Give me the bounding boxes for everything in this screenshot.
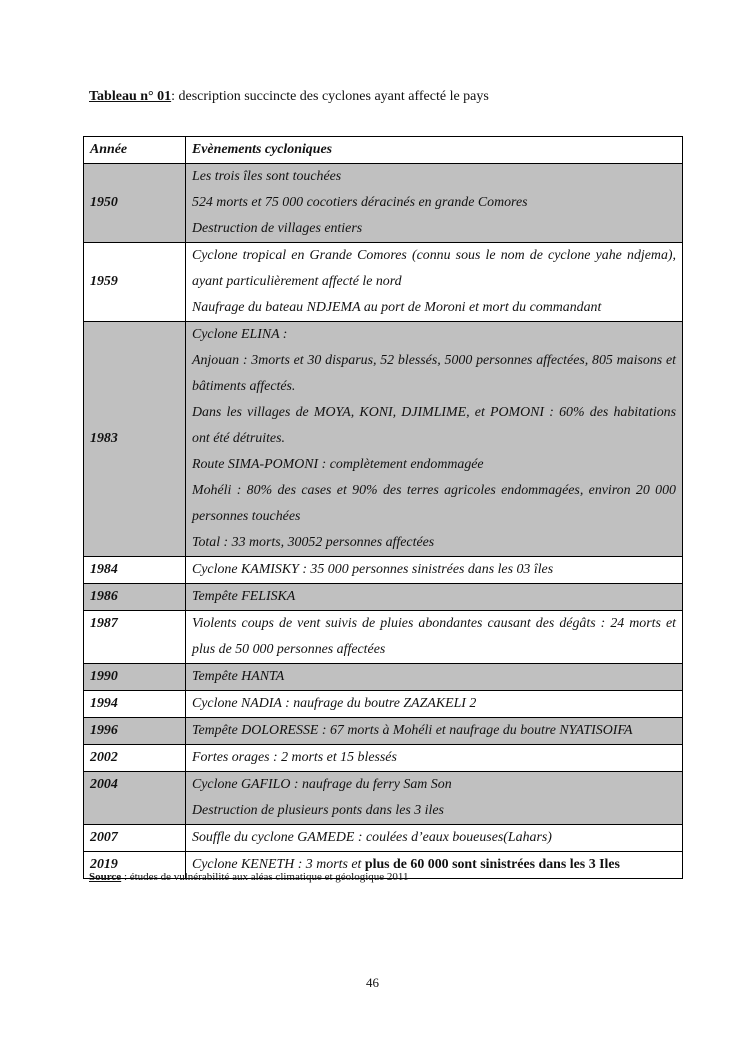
events-cell [186, 772, 683, 825]
page-number: 46 [366, 975, 379, 990]
event-line: Mohéli : 80% des cases et 90% des terres agricoles endommagées, environ 20 000 personnes touchées [192, 483, 676, 524]
event-line: Naufrage du bateau NDJEMA au port de Moroni et mort du commandant [192, 300, 602, 315]
year-cell: 1986 [84, 584, 186, 611]
table-row [84, 745, 683, 772]
source-note [89, 871, 409, 883]
event-line: Tempête HANTA [192, 669, 285, 684]
event-line: Cyclone tropical en Grande Comores (connu sous le nom de cyclone yahe ndjema), ayant particulièrement affecté le nord [192, 248, 676, 289]
events-cell [186, 557, 683, 584]
year-cell: 2002 [84, 745, 186, 772]
events-cell [186, 825, 683, 852]
event-line: Cyclone ELINA : [192, 327, 288, 342]
year-cell: 1996 [84, 718, 186, 745]
caption-label: Tableau n° 01 [89, 89, 172, 104]
event-line-bold: plus de 60 000 sont sinistrées dans les 3 Iles [364, 857, 620, 872]
event-line: Total : 33 morts, 30052 personnes affectées [192, 535, 435, 550]
event-line: Cyclone GAFILO : naufrage du ferry Sam Son [192, 777, 452, 792]
event-line: 524 morts et 75 000 cocotiers déracinés en grande Comores [192, 195, 528, 210]
year-cell: 2019 [84, 852, 186, 879]
event-line: Les trois îles sont touchées [192, 169, 342, 184]
caption-text: : description succincte des cyclones ayant affecté le pays [171, 89, 489, 104]
event-line: Route SIMA-POMONI : complètement endommagée [192, 457, 484, 472]
year-cell: 1983 [84, 322, 186, 557]
table-row [84, 164, 683, 243]
table-row [84, 664, 683, 691]
events-cell [186, 691, 683, 718]
table-row [84, 322, 683, 557]
event-line: Destruction de plusieurs ponts dans les 3 iles [192, 803, 444, 818]
table-row [84, 718, 683, 745]
year-cell: 1984 [84, 557, 186, 584]
event-line: Tempête DOLORESSE : 67 morts à Mohéli et naufrage du boutre NYATISOIFA [192, 723, 633, 738]
table-header-row [84, 137, 683, 164]
events-cell [186, 745, 683, 772]
source-label: Source [89, 871, 122, 883]
events-cell [186, 611, 683, 664]
table-row [84, 243, 683, 322]
table-row [84, 825, 683, 852]
events-cell [186, 243, 683, 322]
year-cell: 1994 [84, 691, 186, 718]
table-row [84, 584, 683, 611]
event-line: Tempête FELISKA [192, 589, 296, 604]
table-caption [89, 89, 489, 105]
year-cell: 1950 [84, 164, 186, 243]
header-year: Année [84, 137, 186, 164]
event-line: Destruction de villages entiers [192, 221, 363, 236]
event-line: Cyclone KENETH : 3 morts et [192, 857, 365, 872]
year-cell: 1959 [84, 243, 186, 322]
year-cell: 2004 [84, 772, 186, 825]
table-body [84, 164, 683, 879]
event-line: Cyclone KAMISKY : 35 000 personnes sinistrées dans les 03 îles [192, 562, 554, 577]
event-line: Anjouan : 3morts et 30 disparus, 52 blessés, 5000 personnes affectées, 805 maisons et bâtiments affectés. [192, 353, 676, 394]
table-row [84, 611, 683, 664]
cyclone-table [83, 136, 683, 879]
table-row [84, 557, 683, 584]
events-cell [186, 718, 683, 745]
year-cell: 1987 [84, 611, 186, 664]
event-line: Dans les villages de MOYA, KONI, DJIMLIME, et POMONI : 60% des habitations ont été détruites. [192, 405, 676, 446]
year-cell: 2007 [84, 825, 186, 852]
source-text: : études de vulnérabilité aux aléas climatique et géologique 2011 [121, 871, 409, 883]
year-cell: 1990 [84, 664, 186, 691]
table-row [84, 691, 683, 718]
events-cell [186, 322, 683, 557]
event-line: Fortes orages : 2 morts et 15 blessés [192, 750, 397, 765]
table-row [84, 772, 683, 825]
events-cell [186, 584, 683, 611]
events-cell [186, 664, 683, 691]
event-line: Violents coups de vent suivis de pluies abondantes causant des dégâts : 24 morts et plus de 50 000 personnes affectées [192, 616, 676, 657]
event-line: Cyclone NADIA : naufrage du boutre ZAZAKELI 2 [192, 696, 477, 711]
header-events: Evènements cycloniques [186, 137, 683, 164]
event-line: Souffle du cyclone GAMEDE : coulées d’eaux boueuses(Lahars) [192, 830, 552, 845]
events-cell [186, 164, 683, 243]
